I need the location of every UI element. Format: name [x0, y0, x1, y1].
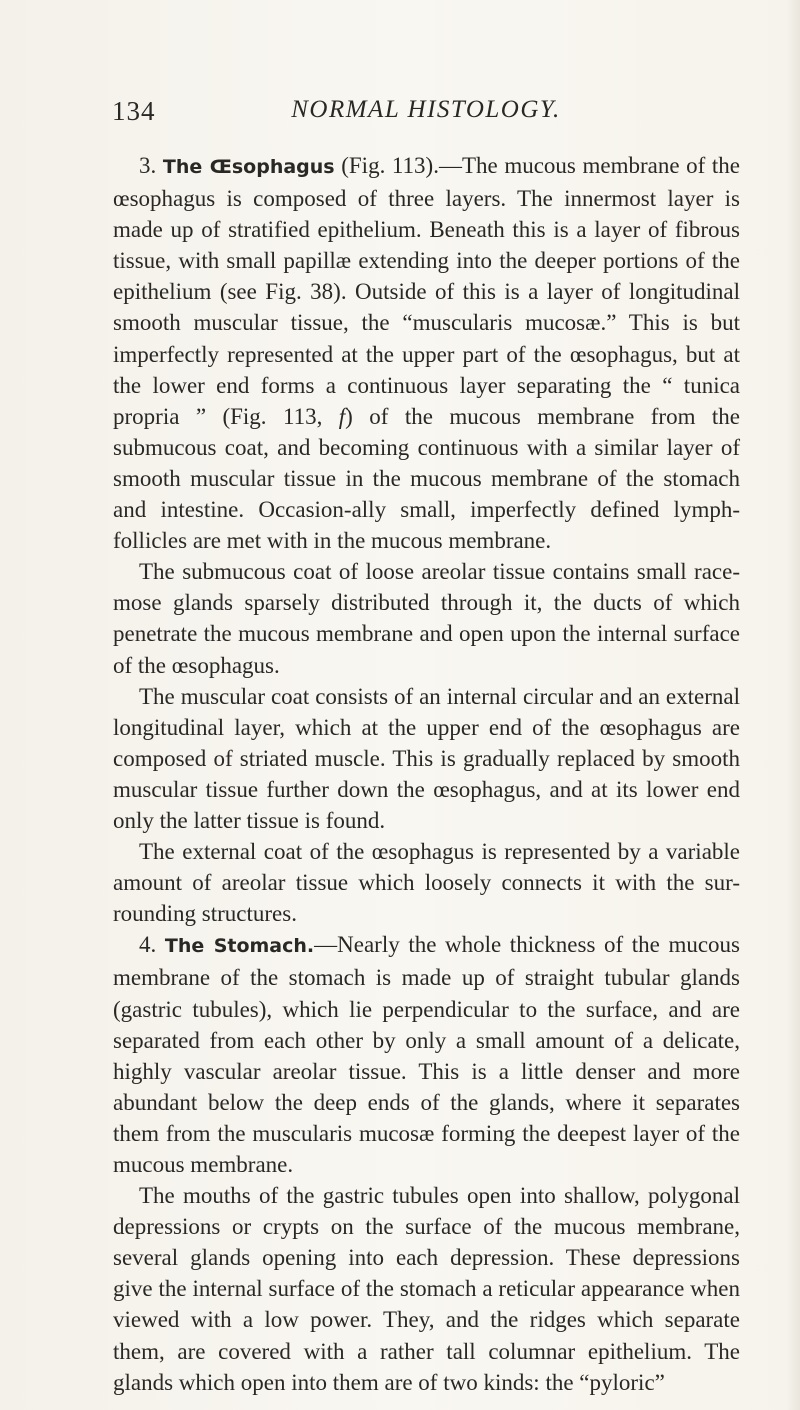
section-4-title: The Stomach.: [164, 935, 315, 958]
section-4-number: 4.: [139, 932, 157, 958]
paragraph-gastric-tubules: The mouths of the gastric tubules open into shallow, polygonal depressions or crypts on the surface of the mucous membrane, several glands opening into each depression. These depressions give the internal surface of the stomach a reticular appearance when viewed with a low power. They, and the ridges which separate them, are covered with a rather tall columnar epithelium. The glands which open into them are of two kinds: the “pyloric”: [113, 1183, 740, 1395]
section-3-intro-text: (Fig. 113).—The mucous membrane of the œsophagus is composed of three layers. The innermost layer is made up of stratified epithelium. Beneath this is a layer of fibrous tissue, with small papillæ extending into the deeper portions of the epithelium (see Fig. 38). Outside of this is a layer of longitudinal smooth muscular tissue, the “muscularis mucosæ.” This is but imperfectly represented at the upper part of the œsophagus, but at the lower end forms a continuous layer separating the “ tunica propria ” (Fig. 113,: [113, 153, 740, 429]
section-4-intro: [113, 929, 740, 1180]
page-edge-shadow: [786, 0, 800, 1410]
section-3-intro-text-cont: ) of the mucous membrane from the submucous coat, and becoming continuous with a similar layer of smooth muscular tissue in the mucous membrane of the stomach and intestine. Occasion-ally small, imperfectly defined lymph-follicles are met with in the mucous membrane.: [113, 403, 740, 554]
paragraph-muscular-coat: The muscular coat consists of an internal circular and an external longitudinal layer, which at the upper end of the œsophagus are composed of striated muscle. This is gradually replaced by smooth muscular tissue further down the œsophagus, and at its lower end only the latter tissue is found.: [113, 683, 740, 833]
paragraph-external-coat: The external coat of the œsophagus is represented by a variable amount of areolar tissue which loosely connects it with the sur-rounding structures.: [113, 839, 740, 927]
section-3-intro: [113, 150, 740, 556]
body-text: [113, 150, 740, 1398]
section-3-title: The Œsophagus: [162, 156, 335, 178]
page-number: 134: [112, 96, 156, 126]
paragraph-submucous-coat: The submucous coat of loose areolar tissue contains small race-mose glands sparsely distributed through it, the ducts of which penetrate the mucous membrane and open upon the internal surface of the œsophagus.: [113, 559, 740, 678]
section-4-intro-text: —Nearly the whole thickness of the mucous membrane of the stomach is made up of straight tubular glands (gastric tubules), which lie perpendicular to the surface, and are separated from each other by only a small amount of a delicate, highly vascular areolar tissue. This is a little denser and more abundant below the deep ends of the glands, where it separates them from the muscularis mucosæ forming the deepest layer of the mucous membrane.: [113, 932, 741, 1177]
page-header: [112, 96, 740, 136]
section-3-number: 3.: [139, 153, 157, 178]
figure-ref-letter: f: [338, 403, 346, 429]
running-head: NORMAL HISTOLOGY.: [291, 96, 561, 123]
